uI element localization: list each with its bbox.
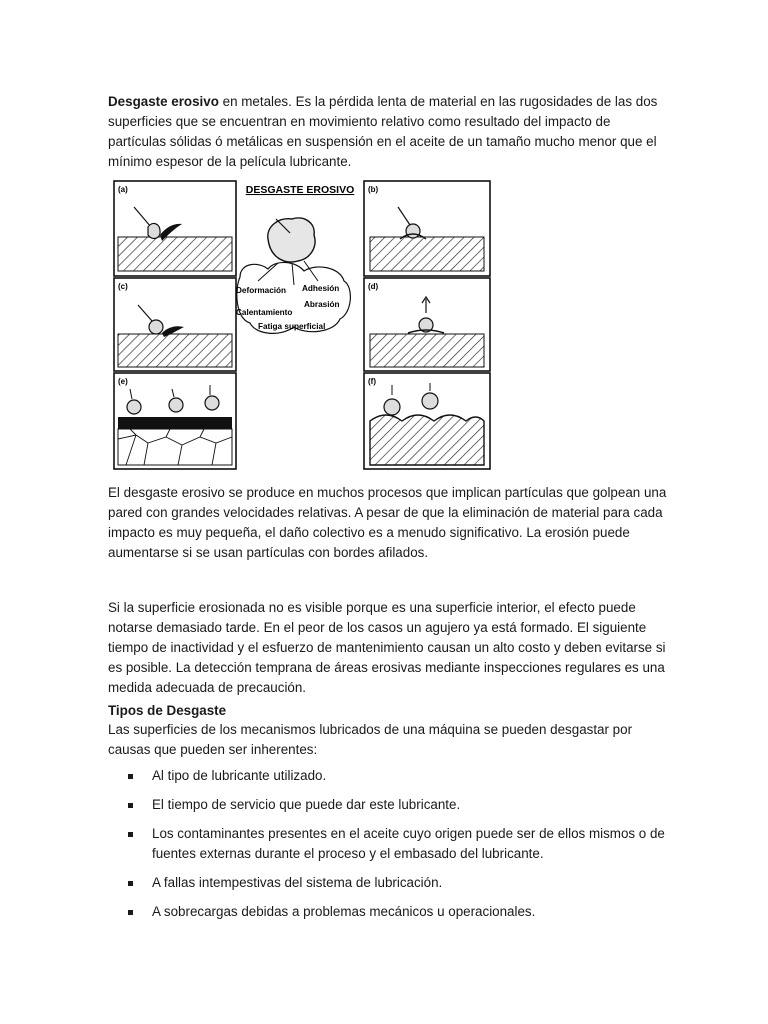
intro-rest: en metales. Es la pérdida lenta de material en las rugosidades de las dos superficies que se encuentran en movimiento relativo como resultado del impacto de partículas sólidas ó metálicas en suspensión en el aceite de un tamaño mucho menor que el mínimo espesor de la película lubricante. [108,94,658,169]
panel-d [364,278,490,371]
bullet-square-icon [128,910,133,915]
intro-bold: Desgaste erosivo [108,94,219,109]
intro-paragraph [108,92,668,172]
panel-c [114,278,236,371]
erosive-wear-figure [108,177,496,471]
list-item [108,824,668,864]
panel-f-label: (f) [368,377,376,386]
label-deformacion: Deformación [236,286,287,295]
list-item [108,795,668,815]
list-item-text: El tiempo de servicio que puede dar este lubricante. [152,797,461,812]
list-item [108,766,668,786]
bullet-square-icon [128,774,133,779]
panel-a [114,181,236,276]
panel-f [364,373,490,469]
list-item-text: Los contaminantes presentes en el aceite cuyo origen puede ser de ellos mismos o de fuentes externas durante el proceso y el embasado del lubricante. [152,826,665,861]
list-item [108,873,668,893]
list-item-text: A fallas intempestivas del sistema de lubricación. [152,875,443,890]
wear-causes-list [108,766,668,931]
label-adhesion: Adhesión [302,284,340,293]
label-abrasion: Abrasión [304,300,340,309]
panel-b [364,181,490,276]
panel-e [114,373,236,469]
list-item-text: Al tipo de lubricante utilizado. [152,768,327,783]
label-fatiga: Fatiga superficial [258,322,326,331]
figure-title: DESGASTE EROSIVO [245,184,355,196]
bullet-square-icon [128,803,133,808]
paragraph-2: El desgaste erosivo se produce en muchos procesos que implican partículas que golpean una pared con grandes velocidades relativas. A pesar de que la eliminación de material para cada impacto es muy pequeña, el daño colectivo es a menudo significativo. La erosión puede aumentarse si se usan partículas con bordes afilados. [108,485,667,560]
section-heading: Tipos de Desgaste [108,703,227,718]
panel-a-label: (a) [118,185,128,194]
panel-d-label: (d) [368,282,379,291]
bullet-square-icon [128,881,133,886]
section-intro: Las superficies de los mecanismos lubricados de una máquina se pueden desgastar por causas que pueden ser inherentes: [108,722,633,757]
panel-b-label: (b) [368,185,379,194]
list-item [108,902,668,922]
bullet-square-icon [128,832,133,837]
panel-e-label: (e) [118,377,128,386]
label-calentamiento: Calentamiento [236,308,293,317]
list-item-text: A sobrecargas debidas a problemas mecánicos u operacionales. [152,904,536,919]
paragraph-3: Si la superficie erosionada no es visible porque es una superficie interior, el efecto puede notarse demasiado tarde. En el peor de los casos un agujero ya está formado. El siguiente tiempo de inactividad y el esfuerzo de mantenimiento causan un alto costo y deben evitarse si es posible. La detección temprana de áreas erosivas mediante inspecciones regulares es una medida adecuada de precaución. [108,600,666,695]
panel-c-label: (c) [118,282,128,291]
